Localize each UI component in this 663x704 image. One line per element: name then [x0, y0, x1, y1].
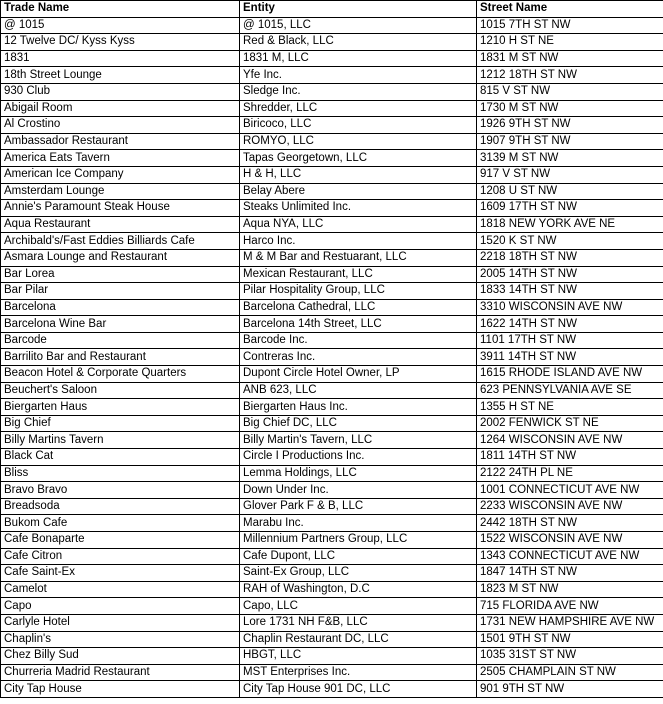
entity-cell: Biergarten Haus Inc. [240, 399, 477, 416]
trade-name-cell: Churreria Madrid Restaurant [1, 664, 240, 681]
entity-cell: Contreras Inc. [240, 349, 477, 366]
table-row [1, 548, 663, 565]
entity-cell: @ 1015, LLC [240, 17, 477, 34]
table-row [1, 17, 663, 34]
entity-cell: Capo, LLC [240, 598, 477, 615]
trade-name-cell: Barcode [1, 332, 240, 349]
table-row [1, 332, 663, 349]
entity-cell: Chaplin Restaurant DC, LLC [240, 631, 477, 648]
table-row [1, 581, 663, 598]
table-row [1, 249, 663, 266]
trade-name-cell: Amsterdam Lounge [1, 183, 240, 200]
trade-name-cell: Billy Martins Tavern [1, 432, 240, 449]
street-name-cell: 1520 K ST NW [477, 233, 663, 250]
street-name-cell: 3911 14TH ST NW [477, 349, 663, 366]
street-name-cell: 3139 M ST NW [477, 150, 663, 167]
entity-cell: ROMYO, LLC [240, 133, 477, 150]
entity-cell: Mexican Restaurant, LLC [240, 266, 477, 283]
entity-cell: ANB 623, LLC [240, 382, 477, 399]
table-row [1, 117, 663, 134]
entity-cell: RAH of Washington, D.C [240, 581, 477, 598]
table-row [1, 200, 663, 217]
street-name-cell: 2218 18TH ST NW [477, 249, 663, 266]
table-row [1, 316, 663, 333]
entity-cell: Marabu Inc. [240, 515, 477, 532]
trade-name-cell: Archibald's/Fast Eddies Billiards Cafe [1, 233, 240, 250]
trade-name-cell: City Tap House [1, 681, 240, 698]
entity-cell: Red & Black, LLC [240, 34, 477, 51]
trade-name-cell: Bar Pilar [1, 283, 240, 300]
street-name-cell: 1731 NEW HAMPSHIRE AVE NW [477, 614, 663, 631]
entity-cell: Down Under Inc. [240, 482, 477, 499]
entity-cell: 1831 M, LLC [240, 50, 477, 67]
trade-name-cell: Chaplin's [1, 631, 240, 648]
street-name-cell: 2505 CHAMPLAIN ST NW [477, 664, 663, 681]
column-header-street-name: Street Name [477, 1, 663, 18]
trade-name-cell: Bliss [1, 465, 240, 482]
table-row [1, 681, 663, 698]
street-name-cell: 1501 9TH ST NW [477, 631, 663, 648]
street-name-cell: 1907 9TH ST NW [477, 133, 663, 150]
trade-name-cell: @ 1015 [1, 17, 240, 34]
entity-cell: Millennium Partners Group, LLC [240, 532, 477, 549]
column-header-trade-name: Trade Name [1, 1, 240, 18]
trade-name-cell: Bar Lorea [1, 266, 240, 283]
street-name-cell: 1035 31ST ST NW [477, 648, 663, 665]
trade-name-cell: Aqua Restaurant [1, 216, 240, 233]
table-row [1, 648, 663, 665]
entity-cell: Saint-Ex Group, LLC [240, 565, 477, 582]
table-row [1, 598, 663, 615]
street-name-cell: 715 FLORIDA AVE NW [477, 598, 663, 615]
street-name-cell: 1622 14TH ST NW [477, 316, 663, 333]
entity-cell: Aqua NYA, LLC [240, 216, 477, 233]
street-name-cell: 1847 14TH ST NW [477, 565, 663, 582]
table-row [1, 34, 663, 51]
trade-name-cell: 12 Twelve DC/ Kyss Kyss [1, 34, 240, 51]
table-row [1, 83, 663, 100]
table-row [1, 382, 663, 399]
trade-name-cell: Asmara Lounge and Restaurant [1, 249, 240, 266]
street-name-cell: 1212 18TH ST NW [477, 67, 663, 84]
table-row [1, 100, 663, 117]
entity-cell: Glover Park F & B, LLC [240, 498, 477, 515]
street-name-cell: 1926 9TH ST NW [477, 117, 663, 134]
entity-cell: Lemma Holdings, LLC [240, 465, 477, 482]
table-row [1, 415, 663, 432]
trade-name-cell: Chez Billy Sud [1, 648, 240, 665]
trade-name-cell: American Ice Company [1, 166, 240, 183]
table-row [1, 283, 663, 300]
street-name-cell: 623 PENNSYLVANIA AVE SE [477, 382, 663, 399]
table-row [1, 614, 663, 631]
trade-name-cell: Capo [1, 598, 240, 615]
trade-name-cell: 1831 [1, 50, 240, 67]
header-row [1, 1, 663, 18]
street-name-cell: 1818 NEW YORK AVE NE [477, 216, 663, 233]
table-row [1, 150, 663, 167]
table-row [1, 498, 663, 515]
trade-name-cell: Big Chief [1, 415, 240, 432]
trade-name-cell: Cafe Bonaparte [1, 532, 240, 549]
table-row [1, 565, 663, 582]
trade-name-cell: Biergarten Haus [1, 399, 240, 416]
trade-name-cell: America Eats Tavern [1, 150, 240, 167]
entity-cell: Biricoco, LLC [240, 117, 477, 134]
table-row [1, 515, 663, 532]
entity-cell: Yfe Inc. [240, 67, 477, 84]
table-row [1, 532, 663, 549]
trade-name-cell: Camelot [1, 581, 240, 598]
street-name-cell: 1015 7TH ST NW [477, 17, 663, 34]
entity-cell: Dupont Circle Hotel Owner, LP [240, 366, 477, 383]
trade-name-cell: Bukom Cafe [1, 515, 240, 532]
table-row [1, 664, 663, 681]
street-name-cell: 2122 24TH PL NE [477, 465, 663, 482]
table-row [1, 349, 663, 366]
table-row [1, 631, 663, 648]
table-row [1, 399, 663, 416]
street-name-cell: 1101 17TH ST NW [477, 332, 663, 349]
table-row [1, 299, 663, 316]
table-row [1, 366, 663, 383]
table-row [1, 266, 663, 283]
street-name-cell: 1210 H ST NE [477, 34, 663, 51]
entity-cell: Barcelona 14th Street, LLC [240, 316, 477, 333]
trade-name-cell: Bravo Bravo [1, 482, 240, 499]
street-name-cell: 1730 M ST NW [477, 100, 663, 117]
street-name-cell: 2005 14TH ST NW [477, 266, 663, 283]
entity-cell: Sledge Inc. [240, 83, 477, 100]
entity-cell: Harco Inc. [240, 233, 477, 250]
entity-cell: M & M Bar and Restuarant, LLC [240, 249, 477, 266]
trade-name-cell: Barcelona Wine Bar [1, 316, 240, 333]
entity-cell: Tapas Georgetown, LLC [240, 150, 477, 167]
street-name-cell: 1609 17TH ST NW [477, 200, 663, 217]
street-name-cell: 1823 M ST NW [477, 581, 663, 598]
entity-cell: MST Enterprises Inc. [240, 664, 477, 681]
trade-name-cell: 930 Club [1, 83, 240, 100]
trade-name-cell: Black Cat [1, 449, 240, 466]
trade-name-cell: Ambassador Restaurant [1, 133, 240, 150]
table-row [1, 465, 663, 482]
trade-name-cell: Annie's Paramount Steak House [1, 200, 240, 217]
street-name-cell: 1831 M ST NW [477, 50, 663, 67]
street-name-cell: 1001 CONNECTICUT AVE NW [477, 482, 663, 499]
street-name-cell: 815 V ST NW [477, 83, 663, 100]
entity-cell: Billy Martin's Tavern, LLC [240, 432, 477, 449]
trade-name-cell: Abigail Room [1, 100, 240, 117]
trade-name-cell: Cafe Saint-Ex [1, 565, 240, 582]
trade-name-cell: Beuchert's Saloon [1, 382, 240, 399]
street-name-cell: 901 9TH ST NW [477, 681, 663, 698]
entity-cell: Lore 1731 NH F&B, LLC [240, 614, 477, 631]
table-row [1, 432, 663, 449]
entity-cell: City Tap House 901 DC, LLC [240, 681, 477, 698]
entity-cell: Barcelona Cathedral, LLC [240, 299, 477, 316]
street-name-cell: 1343 CONNECTICUT AVE NW [477, 548, 663, 565]
entity-cell: Circle I Productions Inc. [240, 449, 477, 466]
street-name-cell: 3310 WISCONSIN AVE NW [477, 299, 663, 316]
entity-cell: Barcode Inc. [240, 332, 477, 349]
street-name-cell: 1811 14TH ST NW [477, 449, 663, 466]
street-name-cell: 2233 WISCONSIN AVE NW [477, 498, 663, 515]
entity-cell: Pilar Hospitality Group, LLC [240, 283, 477, 300]
street-name-cell: 1522 WISCONSIN AVE NW [477, 532, 663, 549]
entity-cell: Big Chief DC, LLC [240, 415, 477, 432]
table-body [1, 17, 663, 697]
table-row [1, 50, 663, 67]
street-name-cell: 1833 14TH ST NW [477, 283, 663, 300]
entity-cell: Steaks Unlimited Inc. [240, 200, 477, 217]
table-row [1, 482, 663, 499]
entity-cell: Belay Abere [240, 183, 477, 200]
trade-name-cell: 18th Street Lounge [1, 67, 240, 84]
street-name-cell: 2442 18TH ST NW [477, 515, 663, 532]
table-row [1, 67, 663, 84]
entity-cell: Cafe Dupont, LLC [240, 548, 477, 565]
street-name-cell: 1264 WISCONSIN AVE NW [477, 432, 663, 449]
street-name-cell: 1355 H ST NE [477, 399, 663, 416]
table-row [1, 133, 663, 150]
trade-name-cell: Barcelona [1, 299, 240, 316]
trade-name-cell: Cafe Citron [1, 548, 240, 565]
street-name-cell: 1208 U ST NW [477, 183, 663, 200]
street-name-cell: 2002 FENWICK ST NE [477, 415, 663, 432]
table-row [1, 449, 663, 466]
trade-name-cell: Al Crostino [1, 117, 240, 134]
entity-cell: HBGT, LLC [240, 648, 477, 665]
trade-name-cell: Beacon Hotel & Corporate Quarters [1, 366, 240, 383]
table-row [1, 216, 663, 233]
trade-name-cell: Carlyle Hotel [1, 614, 240, 631]
column-header-entity: Entity [240, 1, 477, 18]
table-row [1, 166, 663, 183]
street-name-cell: 917 V ST NW [477, 166, 663, 183]
trade-name-cell: Barrilito Bar and Restaurant [1, 349, 240, 366]
street-name-cell: 1615 RHODE ISLAND AVE NW [477, 366, 663, 383]
table-row [1, 183, 663, 200]
trade-name-cell: Breadsoda [1, 498, 240, 515]
table-row [1, 233, 663, 250]
entity-cell: Shredder, LLC [240, 100, 477, 117]
entity-cell: H & H, LLC [240, 166, 477, 183]
